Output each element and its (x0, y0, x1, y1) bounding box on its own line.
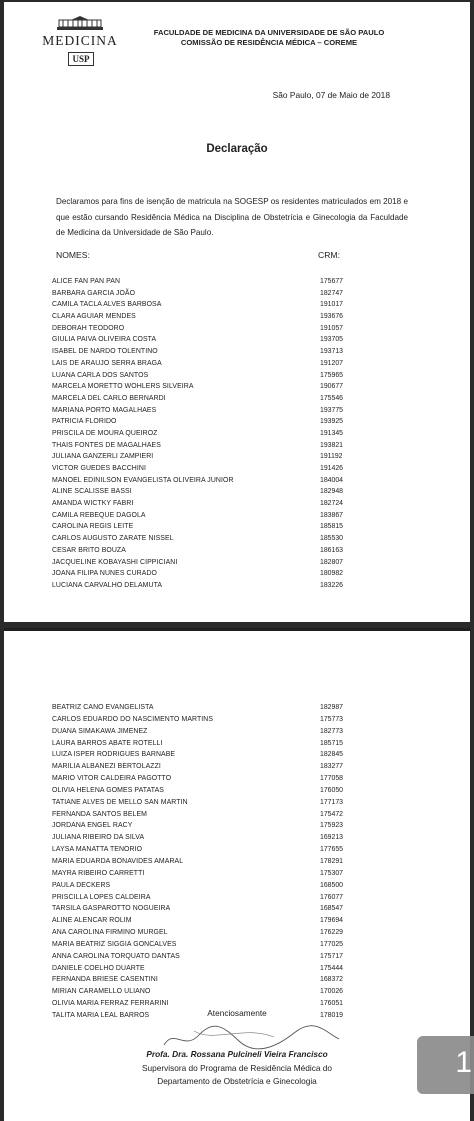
resident-crm: 169213 (320, 834, 343, 842)
resident-crm: 182724 (320, 500, 343, 508)
resident-row (52, 418, 352, 430)
resident-name: TATIANE ALVES DE MELLO SAN MARTIN (52, 798, 188, 806)
resident-row (52, 500, 352, 512)
resident-name: VICTOR GUEDES BACCHINI (52, 465, 146, 472)
resident-row (52, 870, 352, 882)
resident-row (52, 941, 352, 953)
resident-name: DUANA SIMAKAWA JIMENEZ (52, 727, 148, 735)
resident-row (52, 325, 352, 337)
resident-row (52, 775, 352, 787)
resident-row (52, 917, 352, 929)
resident-name: BARBARA GARCIA JOÃO (52, 289, 136, 297)
resident-name: ALICE FAN PAN PAN (52, 278, 121, 285)
resident-row (52, 523, 352, 535)
resident-crm: 193676 (320, 313, 343, 321)
resident-row (52, 882, 352, 894)
resident-crm: 190677 (320, 383, 343, 391)
resident-crm: 177655 (320, 846, 343, 854)
resident-name: MANOEL EDINILSON EVANGELISTA OLIVEIRA JUNIOR (52, 476, 234, 484)
resident-name: ANNA CAROLINA TORQUATO DANTAS (52, 952, 180, 960)
resident-row (52, 301, 352, 313)
resident-row (52, 547, 352, 559)
resident-crm: 183226 (320, 581, 343, 589)
resident-row (52, 488, 352, 500)
resident-crm: 178291 (320, 857, 343, 865)
resident-crm: 176229 (320, 929, 343, 937)
resident-name: CAMILA REBEQUE DAGOLA (52, 511, 146, 519)
resident-row (52, 582, 352, 594)
page-counter-badge[interactable] (417, 1036, 474, 1094)
resident-row (52, 395, 352, 407)
resident-name: CARLOS AUGUSTO ZARATE NISSEL (52, 535, 174, 543)
resident-row (52, 740, 352, 752)
resident-crm: 191017 (320, 301, 343, 309)
resident-name: LUCIANA CARVALHO DELAMUTA (52, 581, 163, 589)
resident-crm: 178019 (320, 1011, 343, 1019)
resident-name: LAYSA MANATTA TENORIO (52, 846, 143, 854)
institution-line-1: FACULDADE DE MEDICINA DA UNIVERSIDADE DE SÃO PAULO (153, 28, 385, 37)
resident-crm: 168372 (320, 976, 343, 984)
resident-row (52, 372, 352, 384)
resident-name: FERNANDA BRIESE CASENTINI (52, 976, 158, 984)
signature-role-line-2: Departamento de Obstetrícia e Ginecologia (157, 1076, 317, 1086)
resident-crm: 175472 (320, 810, 343, 818)
page-counter-number: 1 (455, 1046, 472, 1079)
resident-crm: 191345 (320, 429, 343, 437)
resident-name: MARILIA ALBANEZI BERTOLAZZI (52, 763, 161, 771)
resident-row (52, 336, 352, 348)
resident-crm: 176077 (320, 893, 343, 901)
resident-crm: 191207 (320, 359, 343, 367)
resident-crm: 183867 (320, 511, 343, 519)
residents-list-page-2 (52, 704, 352, 1024)
resident-row (52, 988, 352, 1000)
resident-name: ALINE SCALISSE BASSI (52, 488, 132, 496)
resident-row (52, 512, 352, 524)
resident-name: JACQUELINE KOBAYASHI CIPPICIANI (52, 558, 178, 566)
resident-name: MARCELA DEL CARLO BERNARDI (52, 394, 166, 402)
resident-crm: 175717 (320, 952, 343, 960)
resident-crm: 185530 (320, 535, 343, 543)
resident-crm: 182987 (320, 704, 343, 711)
resident-name: MARIANA PORTO MAGALHAES (52, 406, 157, 414)
resident-name: ISABEL DE NARDO TOLENTINO (52, 348, 158, 356)
resident-crm: 182747 (320, 289, 343, 297)
resident-row (52, 834, 352, 846)
resident-crm: 179694 (320, 917, 343, 925)
resident-crm: 175307 (320, 869, 343, 877)
resident-row (52, 430, 352, 442)
resident-crm: 176050 (320, 786, 343, 794)
resident-crm: 185815 (320, 523, 343, 531)
declaration-paragraph: Declaramos para fins de isenção de matricula na SOGESP os residentes matriculados em 2018 e que estão cursando Residência Médica na Disciplina de Obstetrícia e Ginecologia da Faculdade de Medicina da Universidade de São Paulo. (56, 197, 408, 237)
resident-name: MARCELA MORETTO WOHLERS SILVEIRA (52, 383, 194, 391)
resident-name: AMANDA WICTKY FABRI (52, 500, 134, 508)
resident-crm: 168500 (320, 881, 343, 889)
resident-row (52, 787, 352, 799)
resident-crm: 175923 (320, 822, 343, 830)
resident-name: OLIVIA HELENA GOMES PATATAS (52, 786, 164, 794)
fmusp-logo (40, 16, 120, 68)
resident-crm: 191192 (320, 453, 343, 461)
resident-name: JOANA FILIPA NUNES CURADO (52, 570, 157, 578)
resident-crm: 177025 (320, 940, 343, 948)
resident-name: FERNANDA SANTOS BELEM (52, 810, 148, 818)
document-page-2 (4, 628, 470, 1121)
resident-row (52, 360, 352, 372)
resident-row (52, 313, 352, 325)
resident-name: JULIANA RIBEIRO DA SILVA (52, 834, 145, 842)
resident-crm: 176051 (320, 1000, 343, 1008)
resident-name: PRISCILA DE MOURA QUEIROZ (52, 429, 158, 437)
resident-crm: 191057 (320, 324, 343, 332)
resident-row (52, 751, 352, 763)
resident-crm: 182773 (320, 727, 343, 735)
resident-crm: 182845 (320, 751, 343, 759)
resident-name: JULIANA GANZERLI ZAMPIERI (52, 453, 154, 461)
resident-name: THAIS FONTES DE MAGALHAES (52, 441, 161, 449)
resident-name: MARIO VITOR CALDEIRA PAGOTTO (52, 775, 172, 783)
institution-line-2: COMISSÃO DE RESIDÊNCIA MÉDICA – COREME (180, 38, 358, 47)
resident-name: GIULIA PAIVA OLIVEIRA COSTA (52, 336, 157, 344)
resident-name: LUIZA ISPER RODRIGUES BARNABE (52, 751, 176, 759)
resident-row (52, 442, 352, 454)
resident-row (52, 929, 352, 941)
resident-name: MARIA BEATRIZ SIGGIA GONCALVES (52, 940, 177, 948)
resident-crm: 183277 (320, 763, 343, 771)
resident-crm: 182807 (320, 558, 343, 566)
closing-text: Atenciosamente (207, 1008, 267, 1018)
resident-name: LAURA BARROS ABATE ROTELLI (52, 739, 163, 747)
resident-row (52, 894, 352, 906)
resident-name: DANIELE COELHO DUARTE (52, 964, 145, 972)
resident-row (52, 953, 352, 965)
resident-row (52, 453, 352, 465)
resident-name: PATRICIA FLORIDO (52, 418, 117, 426)
resident-crm: 185715 (320, 739, 343, 747)
resident-crm: 193713 (320, 348, 343, 356)
resident-crm: 184004 (320, 476, 343, 484)
resident-name: ANA CAROLINA FIRMINO MURGEL (52, 929, 168, 937)
resident-crm: 177058 (320, 775, 343, 783)
resident-row (52, 704, 352, 716)
resident-name: TALITA MARIA LEAL BARROS (52, 1011, 150, 1019)
resident-row (52, 278, 352, 290)
institution-header (134, 28, 404, 48)
resident-name: CESAR BRITO BOUZA (52, 546, 126, 554)
resident-row (52, 976, 352, 988)
column-header-name: NOMES: (56, 250, 90, 260)
resident-name: DEBORAH TEODORO (52, 324, 125, 332)
resident-crm: 175444 (320, 964, 343, 972)
resident-name: CARLOS EDUARDO DO NASCIMENTO MARTINS (52, 715, 214, 723)
resident-name: TARSILA GASPAROTTO NOGUEIRA (52, 905, 171, 913)
resident-row (52, 407, 352, 419)
resident-row (52, 477, 352, 489)
column-header-crm: CRM: (318, 250, 340, 260)
resident-name: LAIS DE ARAUJO SERRA BRAGA (52, 359, 162, 367)
resident-crm: 191426 (320, 465, 343, 472)
resident-name: CAMILA TACLA ALVES BARBOSA (52, 301, 162, 309)
resident-row (52, 570, 352, 582)
resident-row (52, 858, 352, 870)
resident-crm: 177173 (320, 798, 343, 806)
resident-name: MAYRA RIBEIRO CARRETTI (52, 869, 145, 877)
resident-row (52, 846, 352, 858)
resident-crm: 175546 (320, 394, 343, 402)
logo-sub: USP (68, 52, 94, 66)
resident-crm: 193775 (320, 406, 343, 414)
document-date: São Paulo, 07 de Maio de 2018 (272, 90, 390, 100)
resident-crm: 170026 (320, 988, 343, 996)
resident-row (52, 728, 352, 740)
resident-row (52, 822, 352, 834)
building-icon (57, 16, 103, 30)
resident-name: OLIVIA MARIA FERRAZ FERRARINI (52, 1000, 169, 1008)
resident-name: CAROLINA REGIS LEITE (52, 523, 134, 531)
resident-crm: 175677 (320, 278, 343, 285)
resident-row (52, 465, 352, 477)
resident-row (52, 535, 352, 547)
resident-crm: 193925 (320, 418, 343, 426)
resident-crm: 168547 (320, 905, 343, 913)
resident-crm: 193821 (320, 441, 343, 449)
resident-name: LUANA CARLA DOS SANTOS (52, 371, 149, 379)
resident-name: ALINE ALENCAR ROLIM (52, 917, 132, 925)
resident-row (52, 348, 352, 360)
resident-row (52, 763, 352, 775)
resident-row (52, 905, 352, 917)
resident-crm: 182948 (320, 488, 343, 496)
resident-name: BEATRIZ CANO EVANGELISTA (52, 704, 154, 711)
document-title: Declaração (206, 143, 268, 155)
resident-row (52, 811, 352, 823)
resident-row (52, 383, 352, 395)
signature-role-line-1: Supervisora do Programa de Residência Médica do (141, 1063, 332, 1073)
document-page-1 (4, 2, 470, 622)
logo-text: MEDICINA (42, 33, 118, 48)
resident-name: PAULA DECKERS (52, 881, 111, 889)
resident-crm: 175773 (320, 715, 343, 723)
signature-name: Profa. Dra. Rossana Pulcineli Vieira Francisco (146, 1049, 328, 1059)
resident-crm: 186163 (320, 546, 343, 554)
resident-name: MARIA EDUARDA BONAVIDES AMARAL (52, 857, 184, 865)
residents-list-page-1 (52, 278, 352, 594)
resident-name: MIRIAN CARAMELLO ULIANO (52, 988, 151, 996)
resident-crm: 193705 (320, 336, 343, 344)
resident-row (52, 716, 352, 728)
resident-row (52, 799, 352, 811)
resident-row (52, 965, 352, 977)
resident-row (52, 559, 352, 571)
resident-name: CLARA AGUIAR MENDES (52, 313, 136, 321)
resident-name: JORDANA ENGEL RACY (52, 822, 133, 830)
resident-row (52, 290, 352, 302)
resident-crm: 180982 (320, 570, 343, 578)
resident-crm: 175965 (320, 371, 343, 379)
resident-name: PRISCILLA LOPES CALDEIRA (52, 893, 151, 901)
